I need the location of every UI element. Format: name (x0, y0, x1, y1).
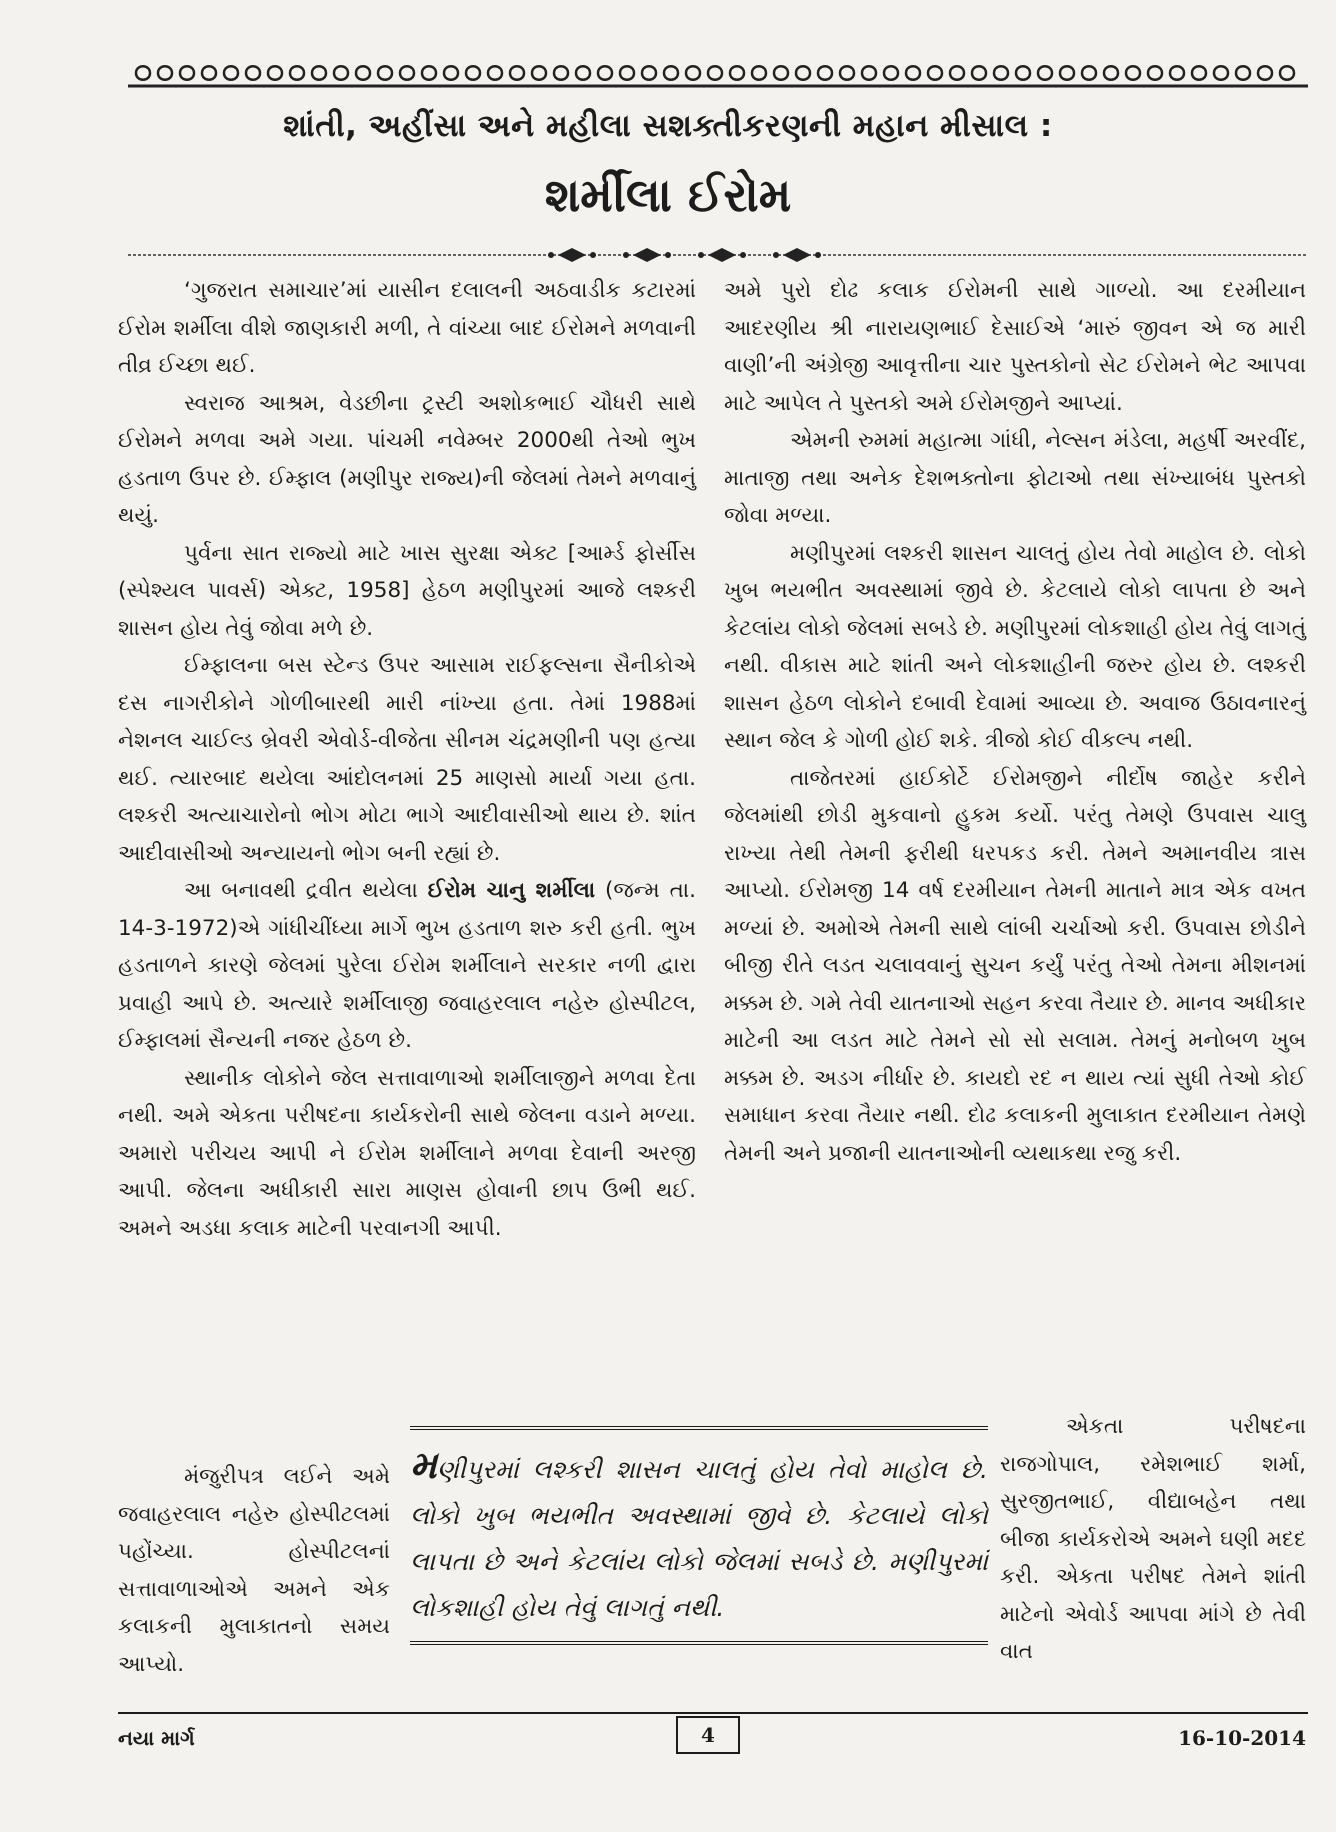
article-title: શર્મીલા ઈરોમ (544, 168, 792, 222)
publication-name: નયા માર્ગ (118, 1726, 195, 1750)
footer-rule (118, 1712, 1308, 1714)
left-column (118, 272, 696, 1247)
bottom-right-column (1000, 1408, 1306, 1671)
right-column (724, 272, 1306, 1172)
pull-quote (410, 1426, 988, 1645)
paragraph: મંજુરીપત્ર લઈને અમે જવાહરલાલ નહેરુ હોસ્પીટલમાં પહોંચ્યા. હોસ્પીટલનાં સત્તાવાળાઓએ અમને એક કલાકની મુલાકાતનો સમય આપ્યો. (118, 1464, 390, 1677)
paragraph: પુર્વના સાત રાજ્યો માટે ખાસ સુરક્ષા એક્ટ [આર્મ્ડ ફોર્સીસ (સ્પેશ્યલ પાવર્સ) એક્ટ, 1958] હેઠળ મણીપુરમાં આજે લશ્કરી શાસન હોય તેવું જોવા મળે છે. (118, 540, 696, 641)
text-run: (જન્મ તા. 14-3-1972)એ ગાંધીચીંધ્યા માર્ગે ભુખ હડતાળ શરુ કરી હતી. ભુખ હડતાળને કારણે જેલમાં પુરેલા ઈરોમ શર્મીલાને સરકાર નળી દ્વારા પ્રવાહી આપે છે. અત્યારે શર્મીલાજી જવાહરલાલ નહેરુ હોસ્પીટલ, ઈમ્ફાલમાં સૈન્યની નજર હેઠળ છે. (118, 878, 696, 1053)
page-number: 4 (676, 1716, 740, 1754)
pull-quote-dropcap: મ (410, 1443, 437, 1487)
paragraph: એકતા પરીષદના રાજગોપાલ, રમેશભાઈ શર્મા, સુરજીતભાઈ, વીદ્યાબહેન તથા બીજા કાર્યકરોએ અમને ઘણી મદદ કરી. એકતા પરીષદ તેમને શાંતી માટેનો એવોર્ડ આપવા માંગે છે તેવી વાત (1000, 1414, 1306, 1664)
paragraph: ઈમ્ફાલના બસ સ્ટેન્ડ ઉપર આસામ રાઈફલ્સના સૈનીકોએ દસ નાગરીકોને ગોળીબારથી મારી નાંખ્યા હતા. તેમાં 1988માં નેશનલ ચાઈલ્ડ બ્રેવરી એવોર્ડ-વીજેતા સીનમ ચંદ્રમણીની પણ હત્યા થઈ. ત્યારબાદ થયેલા આંદોલનમાં 25 માણસો માર્યા ગયા હતા. લશ્કરી અત્યાચારોનો ભોગ મોટા ભાગે આદીવાસીઓ થાય છે. શાંત આદીવાસીઓ અન્યાયનો ભોગ બની રહ્યાં છે. (118, 653, 696, 866)
article-kicker-heading: શાંતી, અહીંસા અને મહીલા સશક્તીકરણની મહાન મીસાલ : (283, 108, 1053, 144)
chain-border-ornament (128, 56, 1308, 90)
paragraph: ‘ગુજરાત સમાચાર’માં યાસીન દલાલની અઠવાડીક કટારમાં ઈરોમ શર્મીલા વીશે જાણકારી મળી, તે વાંચ્યા બાદ ઈરોમને મળવાની તીવ્ર ઈચ્છા થઈ. (118, 278, 696, 378)
paragraph: તાજેતરમાં હાઈકોર્ટે ઈરોમજીને નીર્દોષ જાહેર કરીને જેલમાંથી છોડી મુકવાનો હુકમ કર્યો. પરંતુ તેમણે ઉપવાસ ચાલુ રાખ્યા તેથી તેમની ફરીથી ધરપકડ કરી. તેમને અમાનવીય ત્રાસ આપ્યો. ઈરોમજી 14 વર્ષ દરમીયાન તેમની માતાને માત્ર એક વખત મળ્યાં છે. અમોએ તેમની સાથે લાંબી ચર્ચાઓ કરી. ઉપવાસ છોડીને બીજી રીતે લડત ચલાવવાનું સુચન કર્યું પરંતુ તેઓ તેમના મીશનમાં મક્કમ છે. ગમે તેવી યાતનાઓ સહન કરવા તૈયાર છે. માનવ અધીકાર માટેની આ લડત માટે તેમને સો સો સલામ. તેમનું મનોબળ ખુબ મક્કમ છે. અડગ નીર્ધાર છે. કાયદો રદ ન થાય ત્યાં સુધી તેઓ કોઈ સમાધાન કરવા તૈયાર નથી. દોઢ કલાકની મુલાકાત દરમીયાન તેમણે તેમની અને પ્રજાની યાતનાઓની વ્યથાકથા રજુ કરી. (724, 765, 1306, 1166)
paragraph: મણીપુરમાં લશ્કરી શાસન ચાલતું હોય તેવો માહોલ છે. લોકો ખુબ ભયભીત અવસ્થામાં જીવે છે. કેટલાયે લોકો લાપતા છે અને કેટલાંય લોકો જેલમાં સબડે છે. મણીપુરમાં લોકશાહી હોય તેવું લાગતું નથી. વીકાસ માટે શાંતી અને લોકશાહીની જરુર હોય છે. લશ્કરી શાસન હેઠળ લોકોને દબાવી દેવામાં આવ્યા છે. અવાજ ઉઠાવનારનું સ્થાન જેલ કે ગોળી હોઈ શકે. ત્રીજો કોઈ વીકલ્પ નથી. (724, 540, 1306, 753)
bottom-left-column (118, 1458, 390, 1683)
issue-date: 16-10-2014 (1178, 1726, 1306, 1750)
paragraph: અમે પુરો દોઢ કલાક ઈરોમની સાથે ગાળ્યો. આ દરમીયાન આદરણીય શ્રી નારાયણભાઈ દેસાઈએ ‘મારું જીવન એ જ મારી વાણી’ની અંગ્રેજી આવૃત્તીના ચાર પુસ્તકોનો સેટ ઈરોમને ભેટ આપવા માટે આપેલ તે પુસ્તકો અમે ઈરોમજીને આપ્યાં. (724, 278, 1306, 416)
ornamental-divider (128, 240, 1308, 270)
paragraph: એમની રુમમાં મહાત્મા ગાંધી, નેલ્સન મંડેલા, મહર્ષી અરવીંદ, માતાજી તથા અનેક દેશભક્તોના ફોટાઓ તથા સંખ્યાબંધ પુસ્તકો જોવા મળ્યા. (724, 428, 1306, 528)
text-run: આ બનાવથી દ્રવીત થયેલા (184, 878, 428, 903)
paragraph (118, 872, 696, 1060)
pull-quote-text: ણીપુરમાં લશ્કરી શાસન ચાલતું હોય તેવો માહોલ છે. લોકો ખુબ ભયભીત અવસ્થામાં જીવે છે. કેટલાયે લોકો લાપતા છે અને કેટલાંય લોકો જેલમાં સબડે છે. મણીપુરમાં લોકશાહી હોય તેવું લાગતું નથી. (410, 1455, 988, 1622)
paragraph: સ્વરાજ આશ્રમ, વેડછીના ટ્રસ્ટી અશોકભાઈ ચૌધરી સાથે ઈરોમને મળવા અમે ગયા. પાંચમી નવેમ્બર 2000થી તેઓ ભુખ હડતાળ ઉપર છે. ઈમ્ફાલ (મણીપુર રાજ્ય)ની જેલમાં તેમને મળવાનું થયું. (118, 390, 696, 528)
bold-name: ઈરોમ ચાનુ શર્મીલા (427, 878, 596, 903)
paragraph: સ્થાનીક લોકોને જેલ સત્તાવાળાઓ શર્મીલાજીને મળવા દેતા નથી. અમે એકતા પરીષદના કાર્યકરોની સાથે જેલના વડાને મળ્યા. અમારો પરીચય આપી ને ઈરોમ શર્મીલાને મળવા દેવાની અરજી આપી. જેલના અધીકારી સારા માણસ હોવાની છાપ ઉભી થઈ. અમને અડધા કલાક માટેની પરવાનગી આપી. (118, 1065, 696, 1241)
